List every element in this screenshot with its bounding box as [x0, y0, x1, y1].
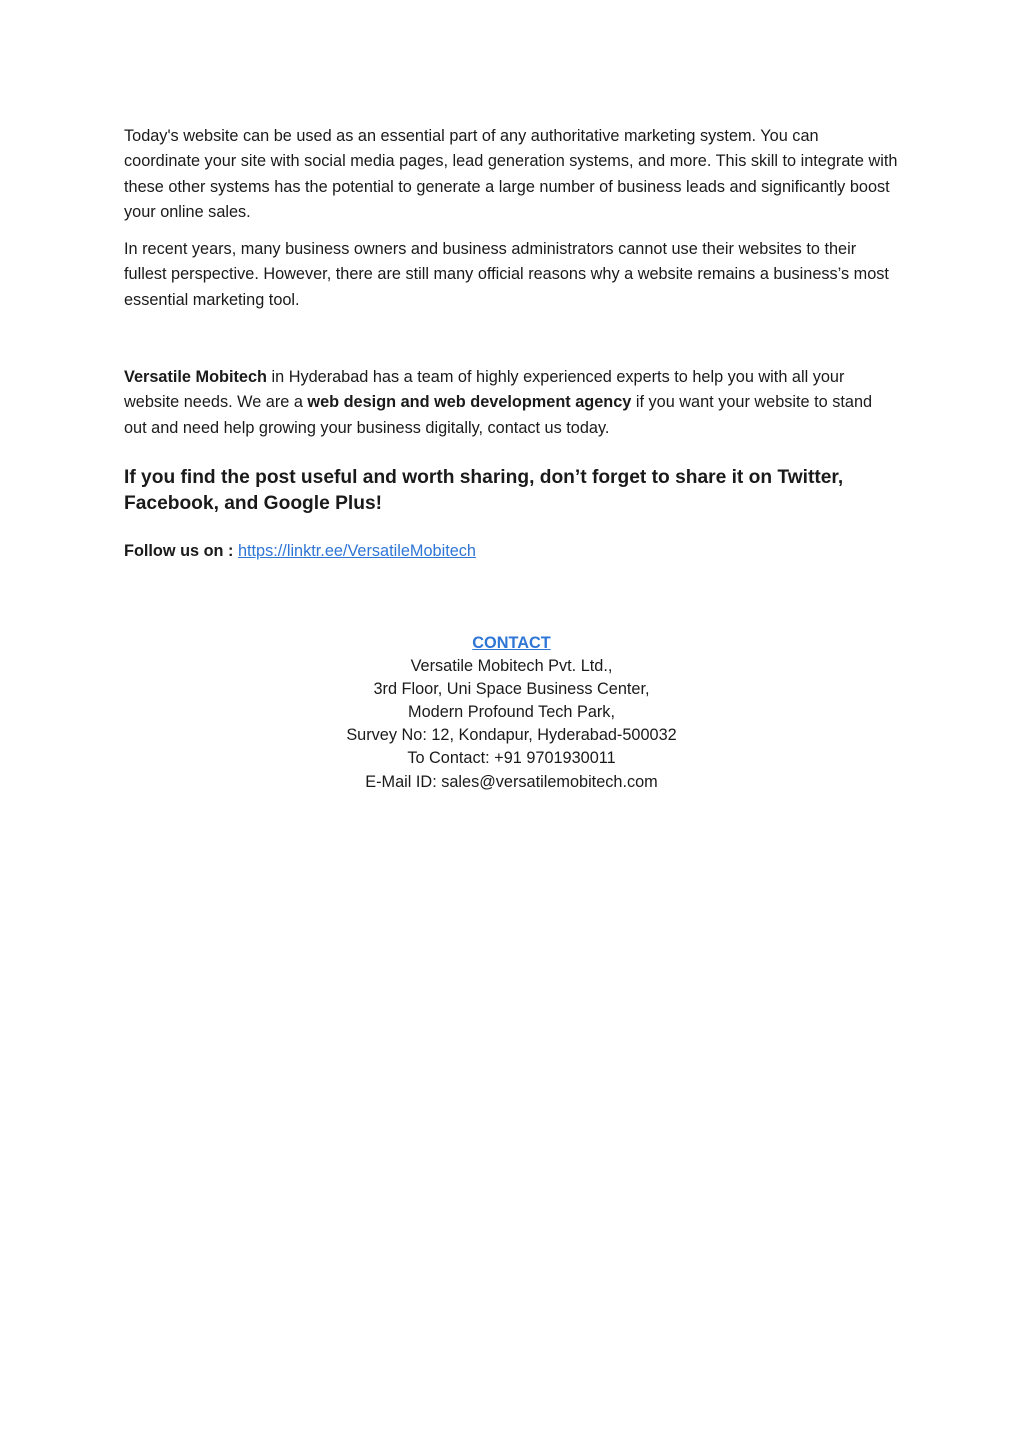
- company-text-b: if you want your website to stand out and need help growing your business digitally, contact us today.: [124, 393, 873, 437]
- agency-highlight: web design and web development agency: [307, 393, 632, 412]
- linktree-link[interactable]: https://linktr.ee/VersatileMobitech: [237, 541, 476, 560]
- contact-heading-link[interactable]: CONTACT: [472, 634, 551, 652]
- document-body: [124, 124, 899, 564]
- contact-company: Versatile Mobitech Pvt. Ltd.,: [410, 657, 613, 676]
- intro-paragraph: Today's website can be used as an essential part of any authoritative marketing system. You can coordinate your site with social media pages, lead generation systems, and more. This skill to integrate with these other systems has the potential to generate a large number of business leads and significantly boost your online sales.: [124, 127, 898, 221]
- company-paragraph: [124, 365, 899, 441]
- follow-line: [124, 539, 899, 564]
- perspective-paragraph: In recent years, many business owners and business administrators cannot use their websites to their fullest perspective. However, there are still many official reasons why a website remains a business’s most essential marketing tool.: [124, 240, 889, 309]
- follow-label: Follow us on :: [124, 541, 238, 560]
- contact-address-floor: 3rd Floor, Uni Space Business Center,: [373, 680, 650, 699]
- contact-phone: To Contact: +91 9701930011: [407, 749, 616, 768]
- contact-address-city: Survey No: 12, Kondapur, Hyderabad-500032: [346, 726, 677, 745]
- company-name: Versatile Mobitech: [124, 368, 267, 387]
- contact-email: E-Mail ID: sales@versatilemobitech.com: [365, 772, 658, 791]
- contact-address-park: Modern Profound Tech Park,: [408, 703, 615, 722]
- company-text-a: in Hyderabad has a team of highly experienced experts to help you with all your website needs. We are a: [124, 368, 845, 412]
- contact-block: [124, 632, 899, 794]
- share-callout: If you find the post useful and worth sharing, don’t forget to share it on Twitter, Facebook, and Google Plus!: [124, 466, 844, 514]
